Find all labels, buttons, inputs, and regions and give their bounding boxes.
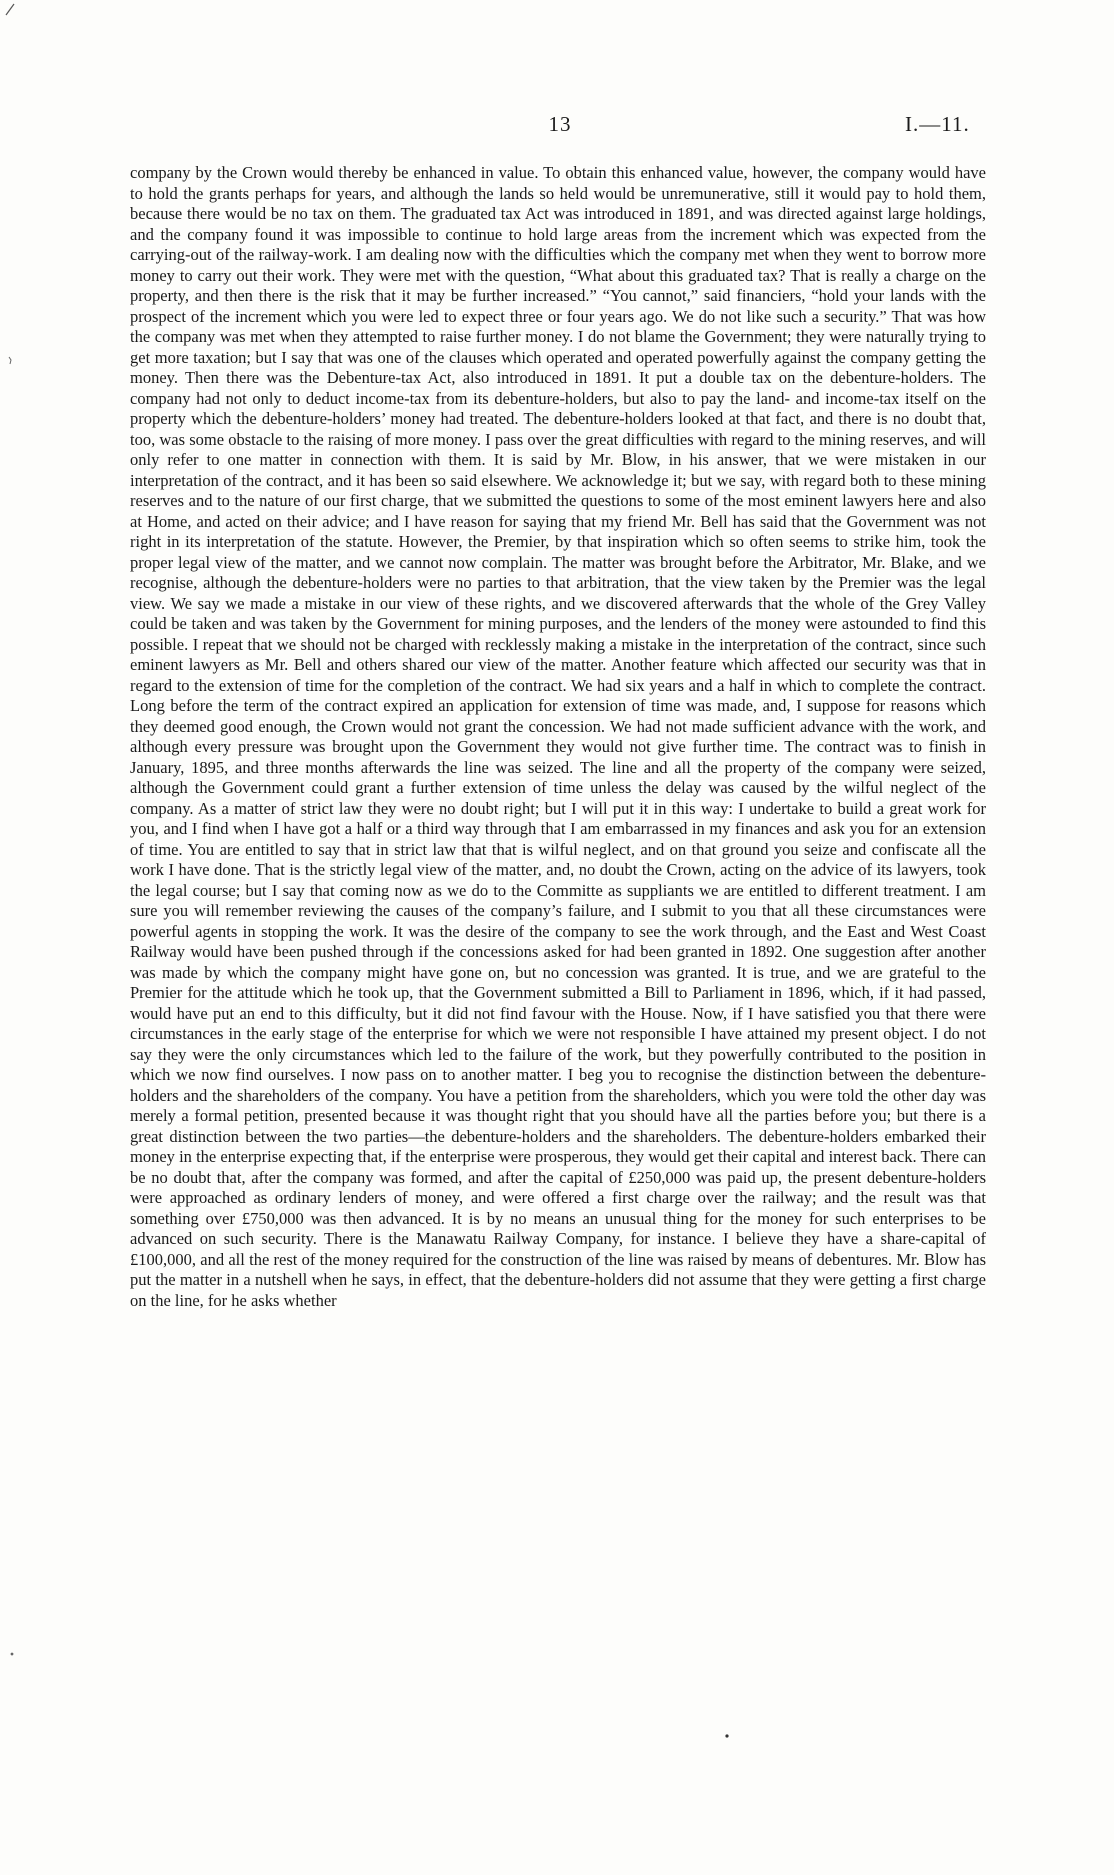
body-paragraph: company by the Crown would thereby be enhanced in value. To obtain this enhanced value, however, the company would have to hold the grants perhaps for years, and although the lands so held would be unremunerative, still it would pay to hold them, because there would be no tax on them. The graduated tax Act was introduced in 1891, and was directed against large holdings, and the company found it was impossible to continue to hold large areas from the increment which was expected from the carrying-out of the railway-work. I am dealing now with the difficulties which the company met when they went to borrow more money to carry out their work. They were met with the question, “What about this graduated tax? That is really a charge on the property, and then there is the risk that it may be further increased.” “You cannot,” said financiers, “hold your lands with the prospect of the increment which you were led to expect three or four years ago. We do not like such a security.” That was how the company was met when they attempted to raise further money. I do not blame the Government; they were naturally trying to get more taxation; but I say that was one of the clauses which operated and operated powerfully against the company getting the money. Then there was the Debenture-tax Act, also introduced in 1891. It put a double tax on the debenture-holders. The company had not only to deduct income-tax from its debenture-holders, but also to pay the land- and income-tax itself on the property which the debenture-holders’ money had treated. The debenture-holders looked at that fact, and there is no doubt that, too, was some obstacle to the raising of more money. I pass over the great difficulties with regard to the mining reserves, and will only refer to one matter in connection with them. It is said by Mr. Blow, in his answer, that we were mistaken in our interpretation of the contract, and it has been so said elsewhere. We acknowledge it; but we say, with regard both to these mining reserves and to the nature of our first charge, that we submitted the questions to some of the most eminent lawyers here and also at Home, and acted on their advice; and I have reason for saying that my friend Mr. Bell has said that the Government was not right in its interpretation of the statute. However, the Premier, by that inspiration which so often seems to strike him, took the proper legal view of the matter, and we cannot now complain. The matter was brought before the Arbitrator, Mr. Blake, and we recognise, although the debenture-holders were no parties to that arbitration, that the view taken by the Premier was the legal view. We say we made a mistake in our view of these rights, and we discovered afterwards that the whole of the Grey Valley could be taken and was taken by the Government for mining purposes, and the lenders of the money were astounded to find this possible. I repeat that we should not be charged with recklessly making a mistake in the interpretation of the contract, since such eminent lawyers as Mr. Bell and others shared our view of the matter. Another feature which affected our security was that in regard to the extension of time for the completion of the contract. We had six years and a half in which to complete the contract. Long before the term of the contract expired an application for extension of time was made, and, I suppose for reasons which they deemed good enough, the Crown would not grant the concession. We had not made sufficient advance with the work, and although every pressure was brought upon the Government they would not give further time. The contract was to finish in January, 1895, and three months afterwards the line was seized. The line and all the property of the company were seized, although the Government could grant a further extension of time unless the delay was caused by the wilful neglect of the company. As a matter of strict law they were no doubt right; but I will put it in this way: I undertake to build a great work for you, and I find when I have got a half or a third way through that I am embarrassed in my finances and ask you for an extension of time. You are entitled to say that in strict law that that is wilful neglect, and on that ground you seize and confiscate all the work I have done. That is the strictly legal view of the matter, and, no doubt the Crown, acting on the advice of its lawyers, took the legal course; but I say that coming now as we do to the Committe as suppliants we are entitled to different treatment. I am sure you will remember reviewing the causes of the company’s failure, and I submit to you that all these circumstances were powerful agents in stopping the work. It was the desire of the company to see the work through, and the East and West Coast Railway would have been pushed through if the concessions asked for had been granted in 1892. One suggestion after another was made by which the company might have gone on, but no concession was granted. It is true, and we are grateful to the Premier for the attitude which he took up, that the Government submitted a Bill to Parliament in 1896, which, if it had passed, would have put an end to this difficulty, but it did not find favour with the House. Now, if I have satisfied you that there were circumstances in the early stage of the enterprise for which we were not responsible I have attained my present object. I do not say they were the only circumstances which led to the failure of the work, but they powerfully contributed to the position in which we now find ourselves. I now pass on to another matter. I beg you to recognise the distinction between the debenture-holders and the shareholders of the company. You have a petition from the shareholders, which you were told the other day was merely a formal petition, presented because it was thought right that you should have all the parties before you; but there is a great distinction between the two parties—the debenture-holders and the shareholders. The debenture-holders embarked their money in the enterprise expecting that, if the enterprise were prosperous, they would get their capital and interest back. There can be no doubt that, after the company was formed, and after the capital of £250,000 was paid up, the present debenture-holders were approached as ordinary lenders of money, and were offered a first charge over the railway; and the result was that something over £750,000 was then advanced. It is by no means an unusual thing for the money for such enterprises to be advanced on such security. There is the Manawatu Railway Company, for instance. I believe they have a share-capital of £100,000, and all the rest of the money required for the construction of the line was raised by means of debentures. Mr. Blow has put the matter in a nutshell when he says, in effect, that the debenture-holders did not assume that they were getting a first charge on the line, for he asks whether [130,163,986,1310]
margin-tick-mark [6,355,16,365]
corner-scratch-mark [4,2,18,16]
document-reference: I.—11. [905,112,970,136]
page-number: 13 [548,112,572,136]
footer-dot-mark [724,1733,730,1739]
margin-dot-mark [8,1650,16,1658]
